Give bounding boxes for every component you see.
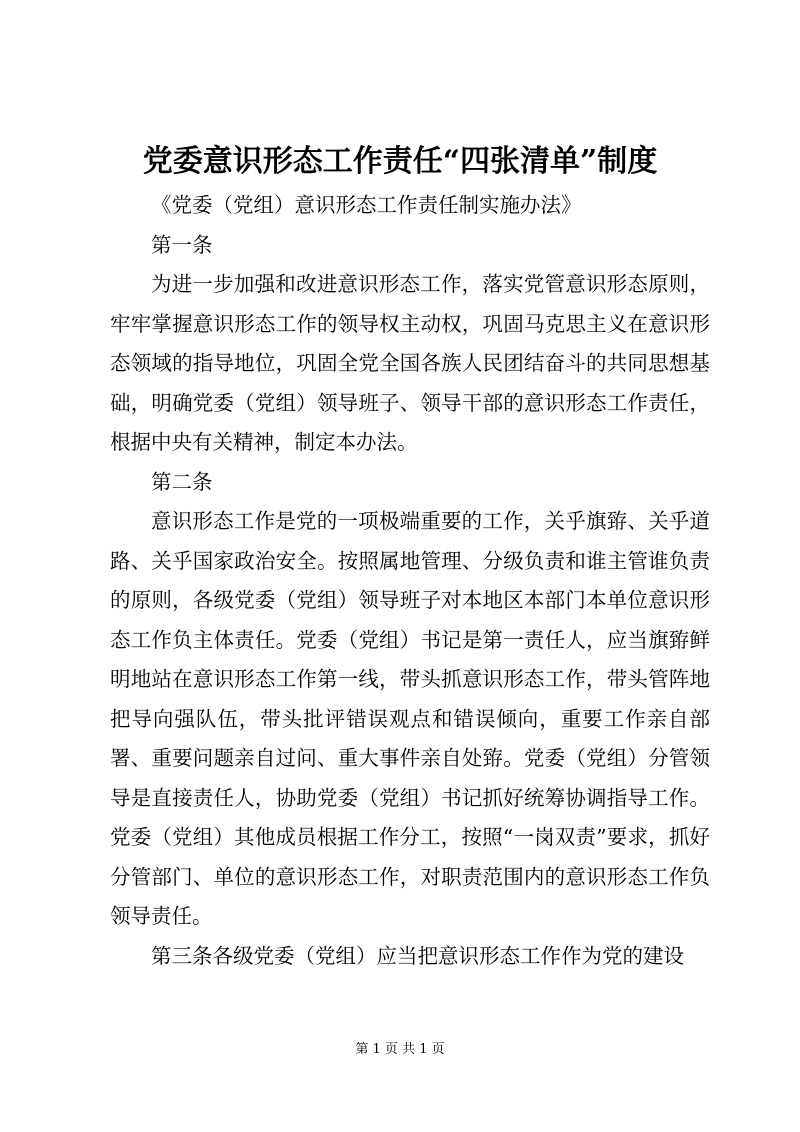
document-paragraph: 第一条 bbox=[151, 232, 213, 257]
document-title: 党委意识形态工作责任“四张清单”制度 bbox=[142, 144, 658, 179]
document-paragraph: 第三条各级党委（党组）应当把意识形态工作作为党的建设 bbox=[151, 943, 684, 968]
document-paragraph: 为进一步加强和改进意识形态工作，落实党管意识形态原则，牢牢掌握意识形态工作的领导权主动权，巩固马克思主义在意识形态领域的指导地位，巩固全党全国各族人民团结奋斗的共同思想基础，明确党委（党组）领导班子、领导干部的意识形态工作责任，根据中央有关精神，制定本办法。 bbox=[110, 272, 710, 454]
document-body bbox=[110, 186, 710, 976]
document-paragraph: 《党委（党组）意识形态工作责任制实施办法》 bbox=[151, 193, 582, 217]
document-paragraph: 第二条 bbox=[151, 469, 213, 494]
page-number-footer: 第 1 页 共 1 页 bbox=[355, 1042, 445, 1057]
document-paragraph: 意识形态工作是党的一项极端重要的工作，关乎旗臶、关乎道路、关乎国家政治安全。按照属地管理、分级负责和谁主管谁负责的原则，各级党委（党组）领导班子对本地区本部门本单位意识形态工作负主体责任。党委（党组）书记是第一责任人，应当旗臶鲜明地站在意识形态工作第一线，带头抓意识形态工作，带头管阵地把导向强队伍，带头批评错误观点和错误倾向，重要工作亲自部署、重要问题亲自过问、重大事件亲自处臶。党委（党组）分管领导是直接责任人，协助党委（党组）书记抓好统筹协调指导工作。党委（党组）其他成员根据工作分工，按照“一岗双责”要求，抓好分管部门、单位的意识形态工作，对职责范围内的意识形态工作负领导责任。 bbox=[110, 509, 710, 928]
